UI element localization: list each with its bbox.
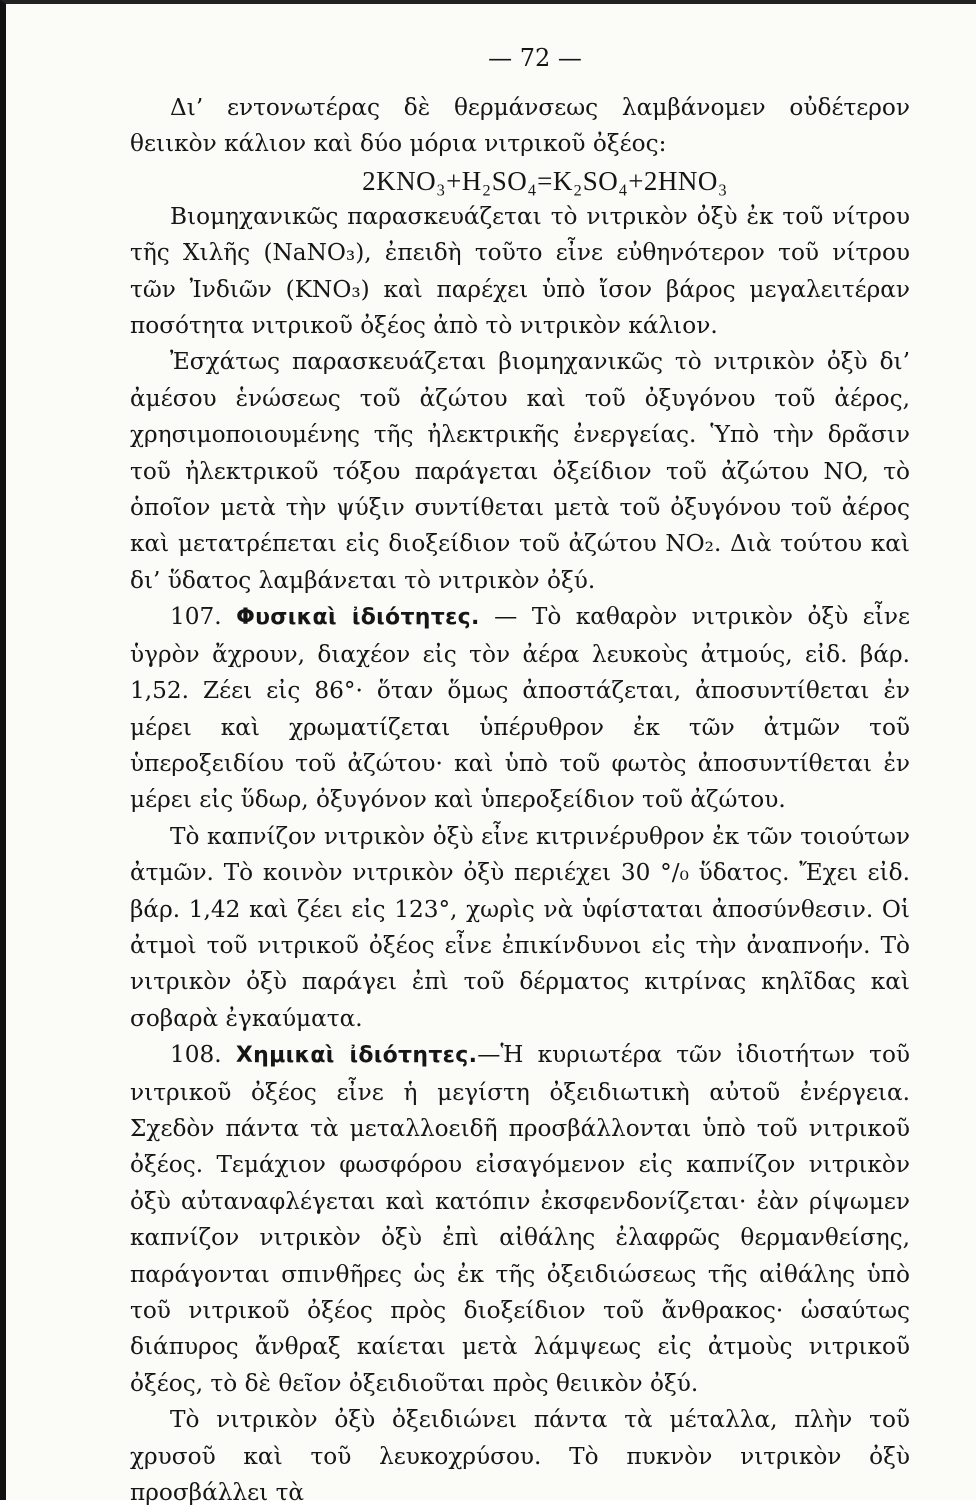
section-107 [130,599,910,818]
paragraph-industrial-preparation: Βιομηχανικῶς παρασκευάζεται τὸ νιτρικὸν ὀξὺ ἐκ τοῦ νίτρου τῆς Χιλῆς (NaNO₃), ἐπειδὴ τοῦτο εἶνε εὐθηνότερον τοῦ νίτρου τῶν Ἰνδιῶν (KNO₃) καὶ παρέχει ὑπὸ ἴσον βάρος μεγαλειτέραν ποσότητα νιτρικοῦ ὀξέος ἀπὸ τὸ νιτρικὸν κάλιον. [130,202,910,340]
section-heading-physical-properties: Φυσικαὶ ἰδιότητες. [236,605,480,631]
section-108 [130,1037,910,1402]
page-content [130,38,910,1511]
section-text: — Τὸ καθαρὸν νιτρικὸν ὀξὺ εἶνε ὑγρὸν ἄχρουν, διαχέον εἰς τὸν ἀέρα λευκοὺς ἀτμούς, εἰδ. βάρ. 1,52. Ζέει εἰς 86°· ὅταν ὅμως ἀποστάζεται, ἀποσυντίθεται ἐν μέρει καὶ χρωματίζεται ὑπέρυθρον ἐκ τῶν ἀτμῶν τοῦ ὑπεροξειδίου τοῦ ἀζώτου· καὶ ὑπὸ τοῦ φωτὸς ἀποσυντίθεται ἐν μέρει εἰς ὕδωρ, ὀξυγόνον καὶ ὑπεροξείδιον τοῦ ἀζώτου. [130,603,911,814]
section-number: 108. [170,1041,222,1069]
paragraph-metals-oxidation: Τὸ νιτρικὸν ὀξὺ ὀξειδιώνει πάντα τὰ μέταλλα, πλὴν τοῦ χρυσοῦ καὶ τοῦ λευκοχρύσου. Τὸ πυκνὸν νιτρικὸν ὀξὺ προσβάλλει τὰ [130,1406,910,1507]
chemical-equation: 2KNO₃+H₂SO₄=K₂SO₄+2HNO₃ [362,165,728,196]
paragraph-fuming-acid: Τὸ καπνίζον νιτρικὸν ὀξὺ εἶνε κιτρινέρυθρον ἐκ τῶν τοιούτων ἀτμῶν. Τὸ κοινὸν νιτρικὸν ὀξὺ περιέχει 30 °/₀ ὕδατος. Ἔχει εἰδ. βάρ. 1,42 καὶ ζέει εἰς 123°, χωρὶς νὰ ὑφίσταται ἀποσύνθεσιν. Οἱ ἀτμοὶ τοῦ νιτρικοῦ ὀξέος εἶνε ἐπικίνδυνοι εἰς τὴν ἀναπνοήν. Τὸ νιτρικὸν ὀξὺ παράγει ἐπὶ τοῦ δέρματος κιτρίνας κηλῖδας καὶ σοβαρὰ ἐγκαύματα. [130,822,910,1032]
section-heading-chemical-properties: Χημικαὶ ἰδιότητες. [235,1043,478,1069]
section-number: 107. [170,603,222,631]
paragraph-intro: Δι’ εντονωτέρας δὲ θερμάνσεως λαμβάνομεν οὐδέτερον θειικὸν κάλιον καὶ δύο μόρια νιτρικοῦ ὀξέος: [130,94,910,158]
paragraph-electric-arc-preparation: Ἐσχάτως παρασκευάζεται βιομηχανικῶς τὸ νιτρικὸν ὀξὺ δι’ ἀμέσου ἑνώσεως τοῦ ἀζώτου καὶ τοῦ ὀξυγόνου τοῦ ἀέρος, χρησιμοποιουμένης τῆς ἠλεκτρικῆς ἐνεργείας. Ὑπὸ τὴν δρᾶσιν τοῦ ἠλεκτρικοῦ τόξου παράγεται ὀξείδιον τοῦ ἀζώτου NO, τὸ ὁποῖον μετὰ τὴν ψύξιν συντίθεται μετὰ τοῦ ὀξυγόνου τοῦ ἀέρος καὶ μετατρέπεται εἰς διοξείδιον τοῦ ἀζώτου NO₂. Διὰ τούτου καὶ δι’ ὕδατος λαμβάνεται τὸ νιτρικὸν ὀξύ. [130,348,910,594]
section-text: —Ἡ κυριωτέρα τῶν ἰδιοτήτων τοῦ νιτρικοῦ ὀξέος εἶνε ἡ μεγίστη ὀξειδιωτικὴ αὐτοῦ ἐνέργεια. Σχεδὸν πάντα τὰ μεταλλοειδῆ προσβάλλονται ὑπὸ τοῦ νιτρικοῦ ὀξέος. Τεμάχιον φωσφόρου εἰσαγόμενον εἰς καπνίζον νιτρικὸν ὀξὺ αὐταναφλέγεται καὶ κατόπιν ἐκσφενδονίζεται· ἐὰν ρίψωμεν καπνίζον νιτρικὸν ὀξὺ ἐπὶ αἰθάλης ἐλαφρῶς θερμανθείσης, παράγονται σπινθῆρες ὡς ἐκ τῆς ὀξειδιώσεως τῆς αἰθάλης ὑπὸ τοῦ νιτρικοῦ ὀξέος πρὸς διοξείδιον τοῦ ἄνθρακος· ὡσαύτως διάπυρος ἄνθραξ καίεται μετὰ λάμψεως εἰς ἀτμοὺς νιτρικοῦ ὀξέος, τὸ δὲ θεῖον ὀξειδιοῦται πρὸς θειικὸν ὀξύ. [130,1041,910,1397]
page-number: — 72 — [488,44,582,72]
